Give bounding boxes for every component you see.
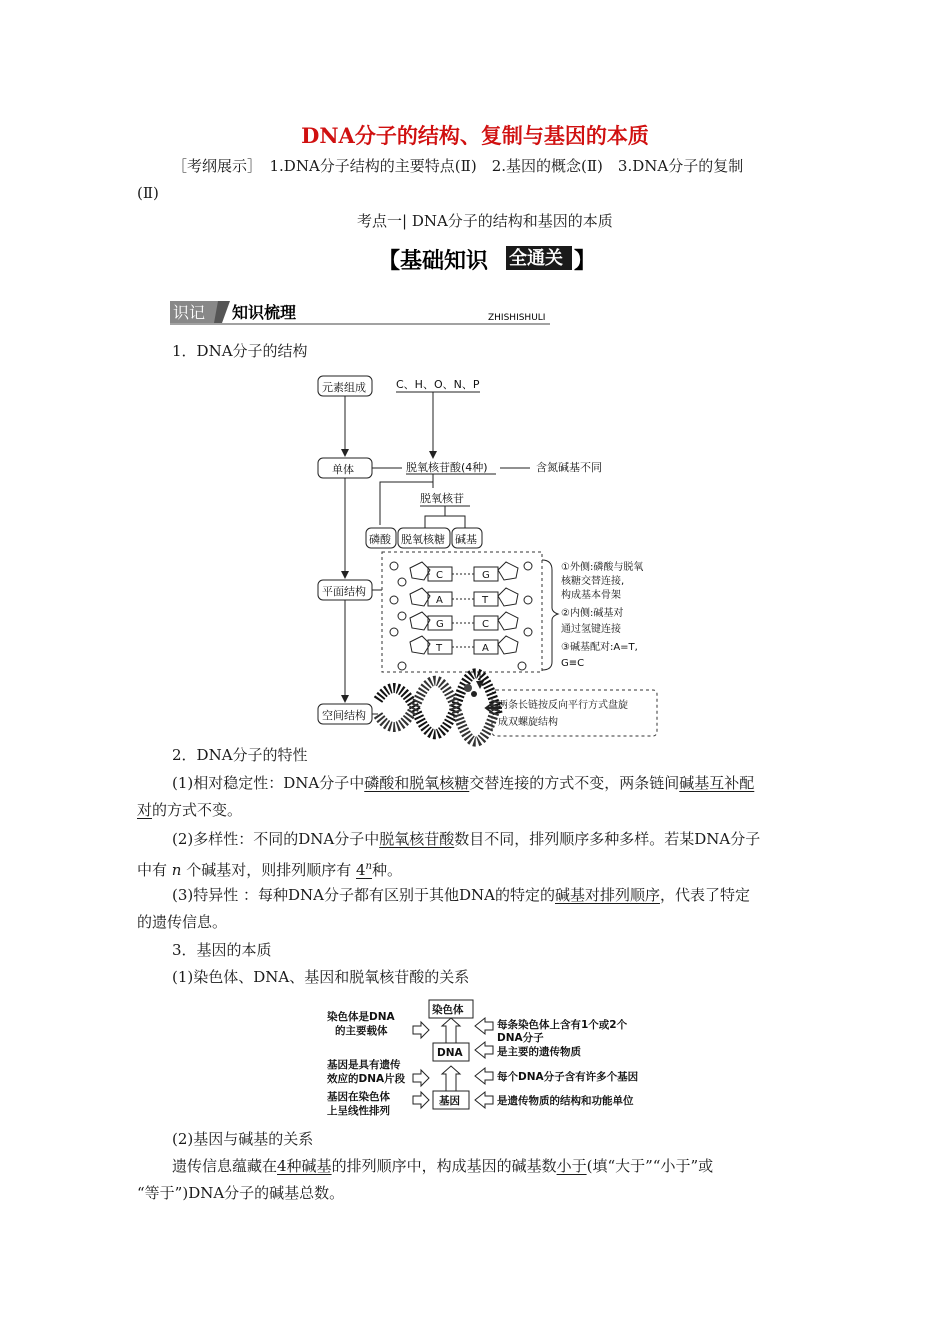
box-yuansu: 元素组成: [322, 381, 366, 394]
stability-text-c: 交替连接的方式不变，两条链间: [469, 774, 680, 792]
gene-base-text-e: (填“大于”“小于”或: [586, 1157, 714, 1175]
specificity-text-c: ，代表了特定: [660, 886, 751, 904]
heading-gene-essence: 3．基因的本质: [172, 941, 272, 959]
base-left-3: G: [436, 619, 444, 630]
right-note-4: 是遗传物质的结构和功能单位: [497, 1095, 634, 1107]
gene-base-answer-2: 小于: [556, 1157, 587, 1175]
left-note-1b: 的主要载体: [335, 1025, 388, 1037]
diversity-text-c: 数目不同，排列顺序多种多样。若某DNA分子: [454, 830, 761, 848]
diversity-text-d: 中有: [137, 861, 172, 879]
base-right-1: G: [482, 570, 490, 581]
note-2a: ②内侧:碱基对: [561, 608, 624, 619]
section-header: [170, 298, 550, 326]
banner-mid: 全通关: [509, 248, 563, 269]
banner-left: 【基础知识: [378, 249, 489, 274]
box-dna: DNA: [437, 1047, 463, 1059]
page-title: DNA分子的结构、复制与基因的本质: [301, 123, 649, 148]
diversity-text-a: (2)多样性：不同的DNA分子中: [172, 830, 380, 848]
stability-text-f: 的方式不变。: [152, 801, 243, 819]
base-right-2: T: [482, 595, 489, 606]
gene-base-answer-1: 4种碱基: [277, 1157, 332, 1175]
nucleoside-label: 脱氧核苷: [420, 492, 464, 505]
box-chromosome: 染色体: [432, 1004, 464, 1016]
dna-structure-diagram: [310, 370, 670, 740]
left-note-3a: 基因在染色体: [327, 1091, 390, 1103]
right-note-2: 是主要的遗传物质: [497, 1046, 581, 1058]
outline-line1: ［考纲展示］ 1.DNA分子结构的主要特点(Ⅱ) 2.基因的概念(Ⅱ) 3.DNA分子的复制: [172, 157, 744, 175]
stability-line2: [137, 797, 242, 824]
outline-line2: (Ⅱ): [137, 184, 159, 202]
diversity-line2: [137, 853, 402, 884]
chromosome-dna-gene-diagram: [325, 998, 665, 1118]
elements-chon: C、H、O、N、P: [396, 378, 480, 391]
box-gene: 基因: [439, 1095, 460, 1107]
box-pingmian: 平面结构: [322, 585, 366, 598]
left-note-2a: 基因是具有遗传: [327, 1059, 401, 1071]
section-label: 知识梳理: [232, 303, 297, 322]
stability-text-a: (1)相对稳定性：DNA分子中: [172, 774, 365, 792]
diversity-answer-2: 4$^n$: [356, 861, 372, 879]
banner-basic-knowledge: [378, 244, 597, 276]
base-left-4: T: [436, 643, 443, 654]
box-deoxyribose: 脱氧核糖: [401, 533, 445, 546]
right-note-1a: 每条染色体上含有1个或2个: [497, 1019, 628, 1031]
gene-base-text-a: 遗传信息蕴藏在: [172, 1157, 278, 1175]
box-phosphate: 磷酸: [369, 533, 391, 546]
specificity-line2: 的遗传信息。: [137, 913, 228, 931]
section-tag: 识记: [173, 303, 206, 322]
heading-dna-properties: 2．DNA分子的特性: [172, 746, 308, 764]
box-kongjian: 空间结构: [322, 709, 366, 722]
helix-note-b: 成双螺旋结构: [498, 717, 558, 728]
note-3a: ③碱基配对:A=T,: [561, 642, 638, 653]
banner-right: 】: [574, 249, 597, 274]
base-left-1: C: [436, 570, 443, 581]
diversity-line1: [172, 826, 760, 853]
kaodian-heading: 考点一| DNA分子的结构和基因的本质: [357, 212, 613, 230]
right-note-3: 每个DNA分子含有许多个基因: [497, 1071, 639, 1083]
subheading-relation: (1)染色体、DNA、基因和脱氧核苷酸的关系: [172, 968, 470, 986]
left-note-2b: 效应的DNA片段: [327, 1073, 406, 1085]
base-right-4: A: [482, 643, 489, 654]
monomer-label: 脱氧核苷酸(4种): [406, 461, 488, 474]
helix-note-a: 两条长链按反向平行方式盘旋: [498, 700, 628, 711]
note-2b: 通过氢键连接: [561, 624, 621, 635]
stability-answer-2: 碱基互补配: [679, 774, 755, 792]
note-3b: G≡C: [561, 658, 585, 669]
difference-label: 含氮碱基不同: [536, 461, 602, 474]
diversity-text-h: 种。: [372, 861, 403, 879]
subheading-gene-base: (2)基因与碱基的关系: [172, 1130, 314, 1148]
right-note-1b: DNA分子: [497, 1032, 544, 1044]
specificity-answer: 碱基对排列顺序: [555, 886, 661, 904]
left-note-1a: 染色体是DNA: [327, 1011, 395, 1023]
note-1c: 构成基本骨架: [561, 590, 621, 601]
stability-line1: [172, 770, 754, 797]
banner-pinyin: QUANTONGGUAN: [509, 270, 554, 276]
base-right-3: C: [482, 619, 489, 630]
note-1a: ①外侧:磷酸与脱氧: [561, 562, 644, 573]
gene-base-text-c: 的排列顺序中，构成基因的碱基数: [331, 1157, 557, 1175]
base-left-2: A: [436, 595, 443, 606]
section-pinyin: ZHISHISHULI: [488, 313, 546, 323]
note-1b: 核糖交替连接,: [561, 576, 625, 587]
gene-base-line1: [172, 1153, 713, 1180]
diversity-answer-1: 脱氧核苷酸: [379, 830, 455, 848]
stability-answer-1: 磷酸和脱氧核糖: [364, 774, 470, 792]
gene-base-line2: “等于”)DNA分子的碱基总数。: [137, 1184, 345, 1202]
box-danti: 单体: [332, 463, 354, 476]
diversity-n: n: [171, 861, 182, 879]
stability-answer-2b: 对: [137, 801, 153, 819]
specificity-text-a: (3)特异性 ：每种DNA分子都有区别于其他DNA的特定的: [172, 886, 555, 904]
left-note-3b: 上呈线性排列: [327, 1105, 390, 1117]
box-base: 碱基: [455, 533, 477, 546]
specificity-line1: [172, 882, 750, 909]
heading-dna-structure: 1．DNA分子的结构: [172, 342, 308, 360]
diversity-text-e: 个碱基对，则排列顺序有: [181, 861, 356, 879]
